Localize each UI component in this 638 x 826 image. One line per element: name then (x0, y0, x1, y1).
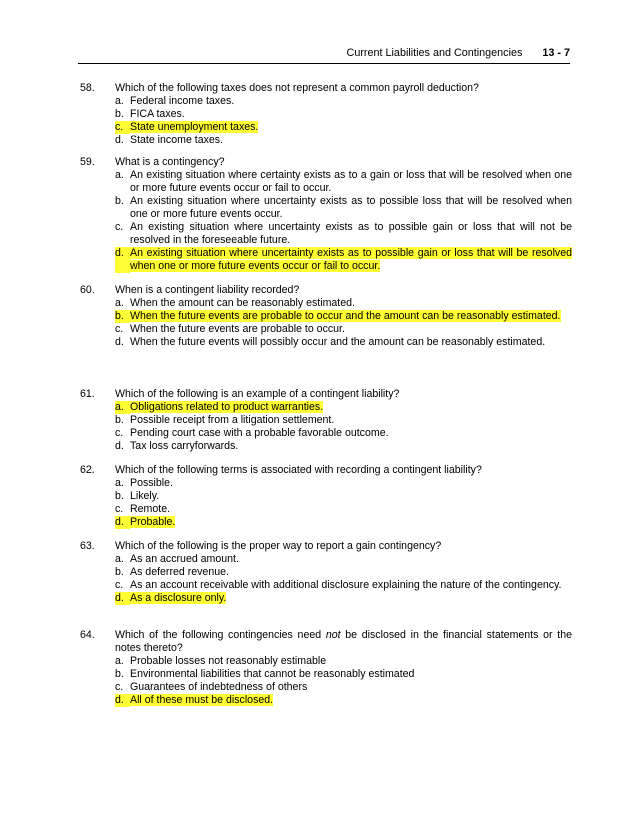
option-b (115, 414, 572, 427)
question-text: What is a contingency? (115, 156, 225, 168)
option-text: Tax loss carryforwards. (130, 440, 239, 452)
option-text: Environmental liabilities that cannot be reasonably estimated (130, 668, 415, 680)
option-c (115, 681, 572, 694)
option-letter: b. (115, 566, 124, 578)
option-a (115, 95, 572, 108)
question-number: 64. (80, 629, 95, 641)
option-text: As an accrued amount. (130, 553, 239, 565)
question-number: 61. (80, 388, 95, 400)
highlighted-answer: When the future events are probable to occur and the amount can be reasonably estimated. (130, 310, 561, 322)
question-63 (80, 540, 572, 605)
option-letter: d. (115, 336, 124, 348)
question-text (115, 629, 572, 655)
option-letter: d. (115, 247, 130, 273)
option-text: Probable losses not reasonably estimable (130, 655, 327, 667)
question-58 (80, 82, 572, 147)
option-c-answer (115, 121, 572, 134)
highlighted-answer: Obligations related to product warranties. (130, 401, 324, 413)
option-c (115, 503, 572, 516)
option-text: Pending court case with a probable favorable outcome. (130, 427, 389, 439)
question-text: Which of the following is the proper way to report a gain contingency? (115, 540, 442, 552)
option-letter: d. (115, 134, 124, 146)
option-text: FICA taxes. (130, 108, 185, 120)
option-letter: a. (115, 401, 130, 414)
option-list (115, 477, 572, 529)
option-d-answer (115, 592, 572, 605)
option-b (115, 668, 572, 681)
option-letter: d. (115, 592, 130, 605)
option-d-answer (115, 516, 572, 529)
header-title: Current Liabilities and Contingencies (346, 47, 523, 59)
option-text: An existing situation where uncertainty exists as to possible loss that will be resolved when one or more future events occur. (130, 195, 572, 220)
option-list (115, 169, 572, 273)
option-letter: b. (115, 414, 124, 426)
option-text: Guarantees of indebtedness of others (130, 681, 308, 693)
question-number: 58. (80, 82, 95, 94)
option-c (115, 323, 572, 336)
highlighted-answer: All of these must be disclosed. (130, 694, 274, 706)
option-text: State income taxes. (130, 134, 224, 146)
option-c (115, 427, 572, 440)
option-list (115, 553, 572, 605)
option-letter: c. (115, 323, 124, 335)
option-text: An existing situation where certainty exists as to a gain or loss that will be resolved when one or more future events occur or fail to occur. (130, 169, 572, 194)
option-d (115, 134, 572, 147)
option-letter: b. (115, 310, 130, 323)
option-text: When the future events are probable to occur. (130, 323, 345, 335)
question-number: 60. (80, 284, 95, 296)
option-list (115, 95, 572, 147)
option-d (115, 336, 572, 349)
option-d-answer (115, 694, 572, 707)
option-list (115, 297, 572, 349)
question-61 (80, 388, 572, 453)
option-list (115, 655, 572, 707)
option-letter: a. (115, 477, 124, 489)
question-text: When is a contingent liability recorded? (115, 284, 300, 296)
option-letter: a. (115, 95, 124, 107)
option-a (115, 553, 572, 566)
option-c (115, 221, 572, 247)
option-letter: b. (115, 195, 124, 207)
option-letter: c. (115, 221, 124, 233)
option-letter: a. (115, 553, 124, 565)
option-letter: c. (115, 681, 124, 693)
option-text: An existing situation where uncertainty exists as to possible gain or loss that will not be resolved in the foreseeable future. (130, 221, 572, 246)
question-text: Which of the following terms is associated with recording a contingent liability? (115, 464, 482, 476)
option-text: Remote. (130, 503, 171, 515)
option-text: When the future events will possibly occur and the amount can be reasonably estimated. (130, 336, 546, 348)
option-a (115, 655, 572, 668)
highlighted-answer: An existing situation where uncertainty exists as to possible gain or loss that will be resolved when one or more future events occur or fail to occur. (130, 247, 572, 272)
option-letter: b. (115, 668, 124, 680)
option-a (115, 169, 572, 195)
page-number: 13 - 7 (542, 47, 570, 59)
option-text: When the amount can be reasonably estimated. (130, 297, 355, 309)
option-text: Possible. (130, 477, 173, 489)
highlighted-answer: As a disclosure only. (130, 592, 227, 604)
option-text: Possible receipt from a litigation settlement. (130, 414, 335, 426)
question-62 (80, 464, 572, 529)
question-text: Which of the following is an example of a contingent liability? (115, 388, 400, 400)
question-text: Which of the following taxes does not represent a common payroll deduction? (115, 82, 479, 94)
option-a (115, 477, 572, 490)
option-b (115, 566, 572, 579)
option-letter: d. (115, 516, 130, 529)
question-text-part: be disclosed in the financial statements or the notes thereto? (115, 629, 572, 654)
highlighted-answer: Probable. (130, 516, 176, 528)
option-letter: d. (115, 440, 124, 452)
option-b-answer (115, 310, 572, 323)
question-64 (80, 629, 572, 707)
option-letter: a. (115, 655, 124, 667)
option-letter: c. (115, 579, 124, 591)
option-letter: b. (115, 490, 124, 502)
option-d-answer (115, 247, 572, 273)
option-list (115, 401, 572, 453)
option-c (115, 579, 572, 592)
option-text: Federal income taxes. (130, 95, 235, 107)
option-a (115, 297, 572, 310)
option-text: As an account receivable with additional disclosure explaining the nature of the contingency. (130, 579, 562, 591)
option-a-answer (115, 401, 572, 414)
option-letter: d. (115, 694, 130, 707)
page-header (78, 47, 570, 64)
option-letter: c. (115, 121, 130, 134)
option-b (115, 195, 572, 221)
question-text-part: Which of the following contingencies need (115, 629, 326, 641)
option-letter: c. (115, 427, 124, 439)
question-59 (80, 156, 572, 273)
option-text: Likely. (130, 490, 160, 502)
option-letter: a. (115, 297, 124, 309)
option-b (115, 108, 572, 121)
question-number: 62. (80, 464, 95, 476)
question-60 (80, 284, 572, 349)
highlighted-answer: State unemployment taxes. (130, 121, 259, 133)
option-b (115, 490, 572, 503)
option-letter: c. (115, 503, 124, 515)
option-letter: b. (115, 108, 124, 120)
question-number: 63. (80, 540, 95, 552)
question-number: 59. (80, 156, 95, 168)
option-text: As deferred revenue. (130, 566, 229, 578)
option-d (115, 440, 572, 453)
option-letter: a. (115, 169, 124, 181)
emphasized-word: not (325, 629, 341, 641)
